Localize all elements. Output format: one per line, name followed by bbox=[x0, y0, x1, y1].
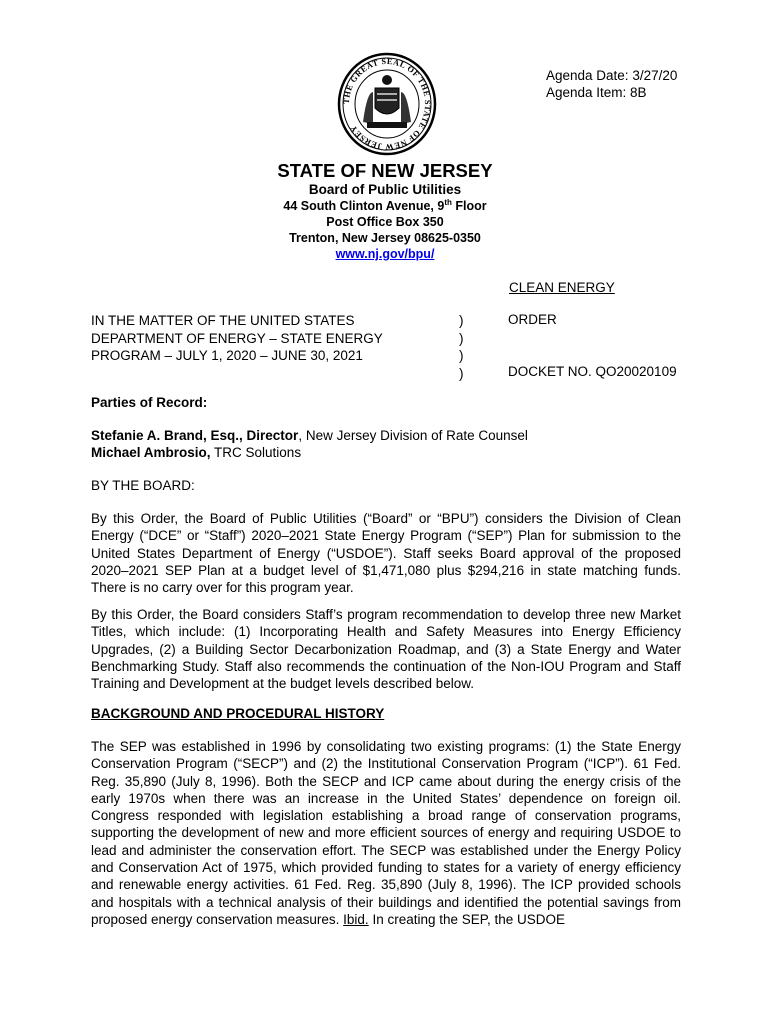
matter-line: IN THE MATTER OF THE UNITED STATES bbox=[91, 313, 355, 328]
paragraph-3 bbox=[91, 738, 681, 928]
paragraph-2-text: By this Order, the Board considers Staff’s program recommendation to develop three new Market Titles, which include: (1) Incorporating Health and Safety Measures into Energy Efficiency Upgrades, (2) a Building Sector Decarbonization Roadmap, and (3) a State Energy and Water Benchmarking Study. Staff also recommends the continuation of the Non-IOU Program and Staff Training and Development at the budget levels described below. bbox=[91, 607, 681, 692]
matter-line: DEPARTMENT OF ENERGY – STATE ENERGY bbox=[91, 330, 383, 346]
order-label: ORDER bbox=[508, 312, 557, 327]
party-entry bbox=[91, 427, 681, 444]
svg-text:THE GREAT SEAL OF THE STATE OF: THE GREAT SEAL OF THE STATE OF NEW JERSEY bbox=[341, 56, 433, 152]
parties-heading-text: Parties of Record: bbox=[91, 395, 208, 410]
state-seal bbox=[337, 52, 437, 156]
parties-heading bbox=[91, 394, 681, 411]
agenda-date: Agenda Date: 3/27/20 bbox=[546, 68, 678, 83]
po-box: Post Office Box 350 bbox=[326, 215, 444, 229]
by-the-board: BY THE BOARD: bbox=[91, 478, 195, 493]
address-floor: Floor bbox=[451, 199, 487, 213]
section-heading-text: BACKGROUND AND PROCEDURAL HISTORY bbox=[91, 706, 385, 721]
docket-number: DOCKET NO. QO20020109 bbox=[508, 364, 677, 379]
board-name: Board of Public Utilities bbox=[308, 182, 462, 197]
address-street: 44 South Clinton Avenue, 9 bbox=[283, 199, 445, 213]
category-label: CLEAN ENERGY bbox=[509, 280, 615, 295]
city-line: Trenton, New Jersey 08625-0350 bbox=[289, 231, 481, 245]
party-name: Michael Ambrosio, bbox=[91, 445, 211, 460]
agenda-block bbox=[546, 67, 677, 101]
caption-parens bbox=[459, 312, 464, 382]
party-name: Stefanie A. Brand, Esq., Director bbox=[91, 428, 299, 443]
address-line bbox=[0, 199, 770, 213]
party-org: , New Jersey Division of Rate Counsel bbox=[298, 428, 528, 443]
paragraph-2 bbox=[91, 606, 681, 692]
paren: ) bbox=[459, 348, 464, 363]
matter-caption bbox=[91, 312, 383, 365]
bpu-website-link[interactable]: www.nj.gov/bpu/ bbox=[335, 247, 435, 261]
paragraph-3-text: The SEP was established in 1996 by consolidating two existing programs: (1) the State Energy Conservation Program (“SECP”) and (2) the Institutional Conservation Program (“ICP”). 61 Fed. Reg. 35,890 (July 8, 1996). Both the SECP and ICP came about during the energy crisis of the early 1970s when there was an increase in the United States’ dependence on foreign oil. Congress responded with legislation establishing a broad range of conservation programs, supporting the development of new and more efficient sources of energy and requiring USDOE to lead and administer the conservation effort. The SECP was established under the Energy Policy and Conservation Act of 1975, which provided funding to states for a variety of energy efficiency and renewable energy activities. 61 Fed. Reg. 35,890 (July 8, 1996). The ICP provided schools and hospitals with a technical analysis of their buildings and identified the potential savings from proposed energy conservation measures. bbox=[91, 739, 681, 927]
party-org: TRC Solutions bbox=[210, 445, 302, 460]
paren: ) bbox=[459, 313, 464, 328]
paren: ) bbox=[459, 365, 464, 381]
paren: ) bbox=[459, 330, 464, 346]
matter-line: PROGRAM – JULY 1, 2020 – JUNE 30, 2021 bbox=[91, 348, 363, 363]
paragraph-3-tail: In creating the SEP, the USDOE bbox=[368, 911, 566, 927]
party-entry bbox=[91, 444, 681, 461]
state-title: STATE OF NEW JERSEY bbox=[277, 160, 493, 181]
address-superscript: th bbox=[444, 197, 452, 207]
paragraph-1 bbox=[91, 510, 681, 596]
paragraph-1-text: By this Order, the Board of Public Utilities (“Board” or “BPU”) considers the Division of Clean Energy (“DCE” or “Staff”) 2020–2021 State Energy Program (“SEP”) Plan for submission to the United States Department of Energy (“USDOE”). Staff seeks Board approval of the proposed 2020–2021 SEP Plan at a budget level of $1,471,080 plus $294,216 in state matching funds. There is no carry over for this program year. bbox=[91, 511, 681, 596]
agenda-item: Agenda Item: 8B bbox=[546, 85, 647, 100]
ibid-citation: Ibid. bbox=[343, 911, 369, 927]
section-heading bbox=[91, 705, 681, 722]
